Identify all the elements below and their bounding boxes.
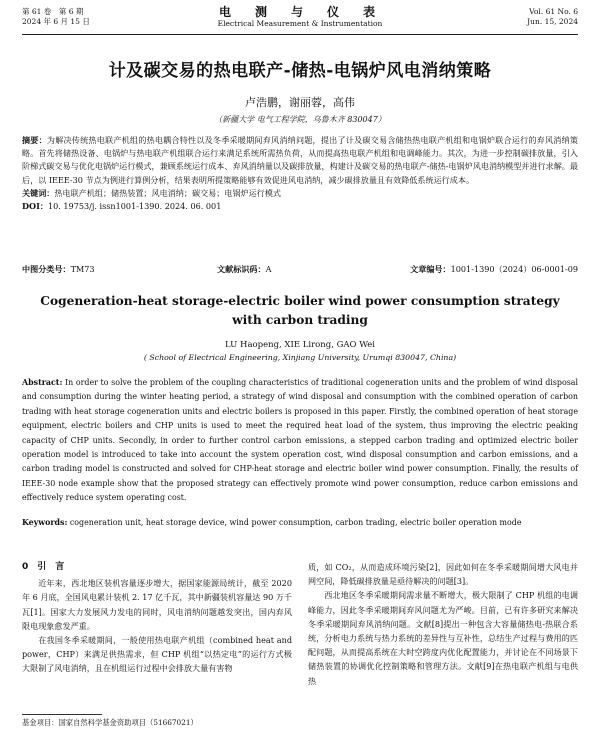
doc-label: 文献标识码： [217, 264, 266, 274]
body-paragraph: 在我国冬季采暖期间，一般使用热电联产机组（combined heat and power，CHP）来满足供热需求，但 CHP 机组“以热定电”的运行方式极大限制了风电消纳，且在机组运行过程中会排放大量有害物 [22, 635, 292, 674]
authors-en: LU Haopeng, XIE Lirong, GAO Wei [224, 340, 375, 350]
keywords-label-en: Keywords: [22, 518, 68, 527]
keywords-cn [22, 187, 578, 200]
header-center [22, 5, 578, 29]
footnote-rule [22, 714, 102, 715]
running-header [22, 4, 578, 34]
abstract-text-cn: 为解决传统热电联产机组的热电耦合特性以及冬季采暖期间弃风消纳问题，提出了计及碳交易含储热热电联产机组和电锅炉联合运行的弃风消纳策略。首先将储热设备、电锅炉与热电联产机组联合运行来满足系统所需热负荷，从而提高热电联产机组和电调峰能力。其次，为进一步控制碳排放量，引入阶梯式碳交易与优化电锅炉运行模式，兼顾系统运行成本、弃风消纳量以及碳排放量，构建计及碳交易的热电联产-储热-电锅炉风电消纳模型并进行求解。最后，以 IEEE-30 节点为例进行算例分析，结果表明所提策略能够有效促进风电消纳，减少碳排放量且有效降低系统运行成本。 [22, 135, 578, 185]
doc-code [217, 264, 271, 275]
authors-cn: 卢浩鹏，谢丽蓉，高伟 [245, 96, 355, 109]
doi-label: DOI： [22, 201, 48, 212]
abstract-block-cn [22, 134, 578, 213]
keywords-text-en: cogeneration unit, heat storage device, wind power consumption, carbon trading, electric boiler operation mode [67, 518, 522, 527]
abstract-label-cn: 摘要： [22, 135, 47, 145]
paper-title-cn: 计及碳交易的热电联产-储热-电锅炉风电消纳策略 [108, 61, 492, 81]
keywords-en [22, 516, 578, 530]
body-column-left [22, 560, 292, 676]
header-rule [22, 34, 578, 35]
affiliation-cn: （新疆大学 电气工程学院，乌鲁木齐 830047） [214, 115, 386, 124]
abstract-cn [22, 134, 578, 187]
article-value: 1001-1390（2024）06-0001-09 [450, 264, 578, 274]
journal-name-en: Electrical Measurement & Instrumentation [217, 19, 383, 28]
clc-number [22, 264, 95, 275]
body-paragraph: 质，如 CO₂，从而造成环境污染[2]，因此如何在冬季采暖期间增大风电并网空间，降低碳排放量是亟待解决的问题[3]。 [308, 562, 578, 587]
issue-date: 2024 年 6 月 15 日 [22, 17, 90, 26]
abstract-text-en: In order to solve the problem of the coupling characteristics of traditional cogeneration units and the problem of wind disposal and consumption during the winter heating period, a strategy of wind disposal and consumption with the combined operation of carbon trading with heat storage cogeneration units and electric boilers is proposed in this paper. Firstly, the combined operation of heat storage equipment, electric boilers and CHP units is used to meet the required heat load of the system, thus improving the electric peaking capacity of CHP units. Secondly, in order to further control carbon emissions, a stepped carbon trading and optimized electric boiler operation model is introduced to take into account the system operation cost, wind disposal consumption and carbon emissions, and a carbon trading model is constructed and solved for CHP-heat storage and electric boiler wind power consumption. Finally, the results of IEEE-30 node example show that the proposed strategy can effectively promote wind power consumption, reduce carbon emissions and effectively reduce system operating cost. [22, 378, 578, 503]
paper-title-en: Cogeneration-heat storage-electric boiler wind power consumption strategy with carbon trading [40, 294, 560, 327]
abstract-label-en: Abstract: [22, 378, 63, 387]
article-label: 文章编号： [410, 264, 451, 274]
volume-issue: 第 61 卷 第 6 期 [22, 7, 84, 16]
doi [22, 200, 578, 213]
body-paragraph: 西北地区冬季采暖期间需求量不断增大，极大限制了 CHP 机组的电调峰能力，因此冬季采暖期间弃风问题尤为严峻。目前，已有许多研究来解决冬季采暖期间弃风消纳问题。文献[8]提出一种包含大容量储热电-热联合系统，分析电力系统与热力系统的差异性与互补性，总结生产过程与费用的匹配问题，从而提高系统在大时空跨度内优化配置能力，并讨论在不同场景下储热装置的协调优化控制策略和管理方法。文献[9]在热电联产机组与电供热 [308, 590, 578, 686]
doi-text: 10. 19753/j. issn1001-1390. 2024. 06. 001 [47, 201, 222, 212]
doc-value: A [265, 264, 272, 274]
body-paragraph: 近年来，西北地区装机容量逐步增大，据国家能源局统计，截至 2020 年 6 月底，全国风电累计装机 2. 17 亿千瓦，其中新疆装机容量达 90 万千瓦[1]。国家大力发展风力发电的同时，风电消纳问题越发突出，国内弃风限电现象愈发严重。 [22, 578, 293, 631]
affiliation-en: ( School of Electrical Engineering, Xinjiang University, Urumqi 830047, China) [143, 353, 457, 362]
header-right [527, 7, 578, 27]
classification-line [22, 264, 578, 276]
fund-footnote: 基金项目：国家自然科学基金资助项目（51667021） [22, 718, 198, 727]
issue-date-en: Jun. 15, 2024 [527, 17, 578, 26]
keywords-text-cn: 热电联产机组；储热装置；风电消纳；碳交易；电锅炉运行模式 [54, 187, 282, 198]
abstract-en [22, 376, 578, 506]
body-column-right [308, 560, 578, 688]
section-heading-intro: 0 引 言 [22, 562, 65, 572]
volume-issue-en: Vol. 61 No. 6 [529, 7, 578, 16]
journal-name-cn: 电 测 与 仪 表 [218, 5, 381, 19]
clc-value: TM73 [70, 264, 95, 274]
article-number [410, 264, 578, 275]
keywords-label-cn: 关键词： [22, 187, 55, 198]
clc-label: 中图分类号： [22, 264, 71, 274]
